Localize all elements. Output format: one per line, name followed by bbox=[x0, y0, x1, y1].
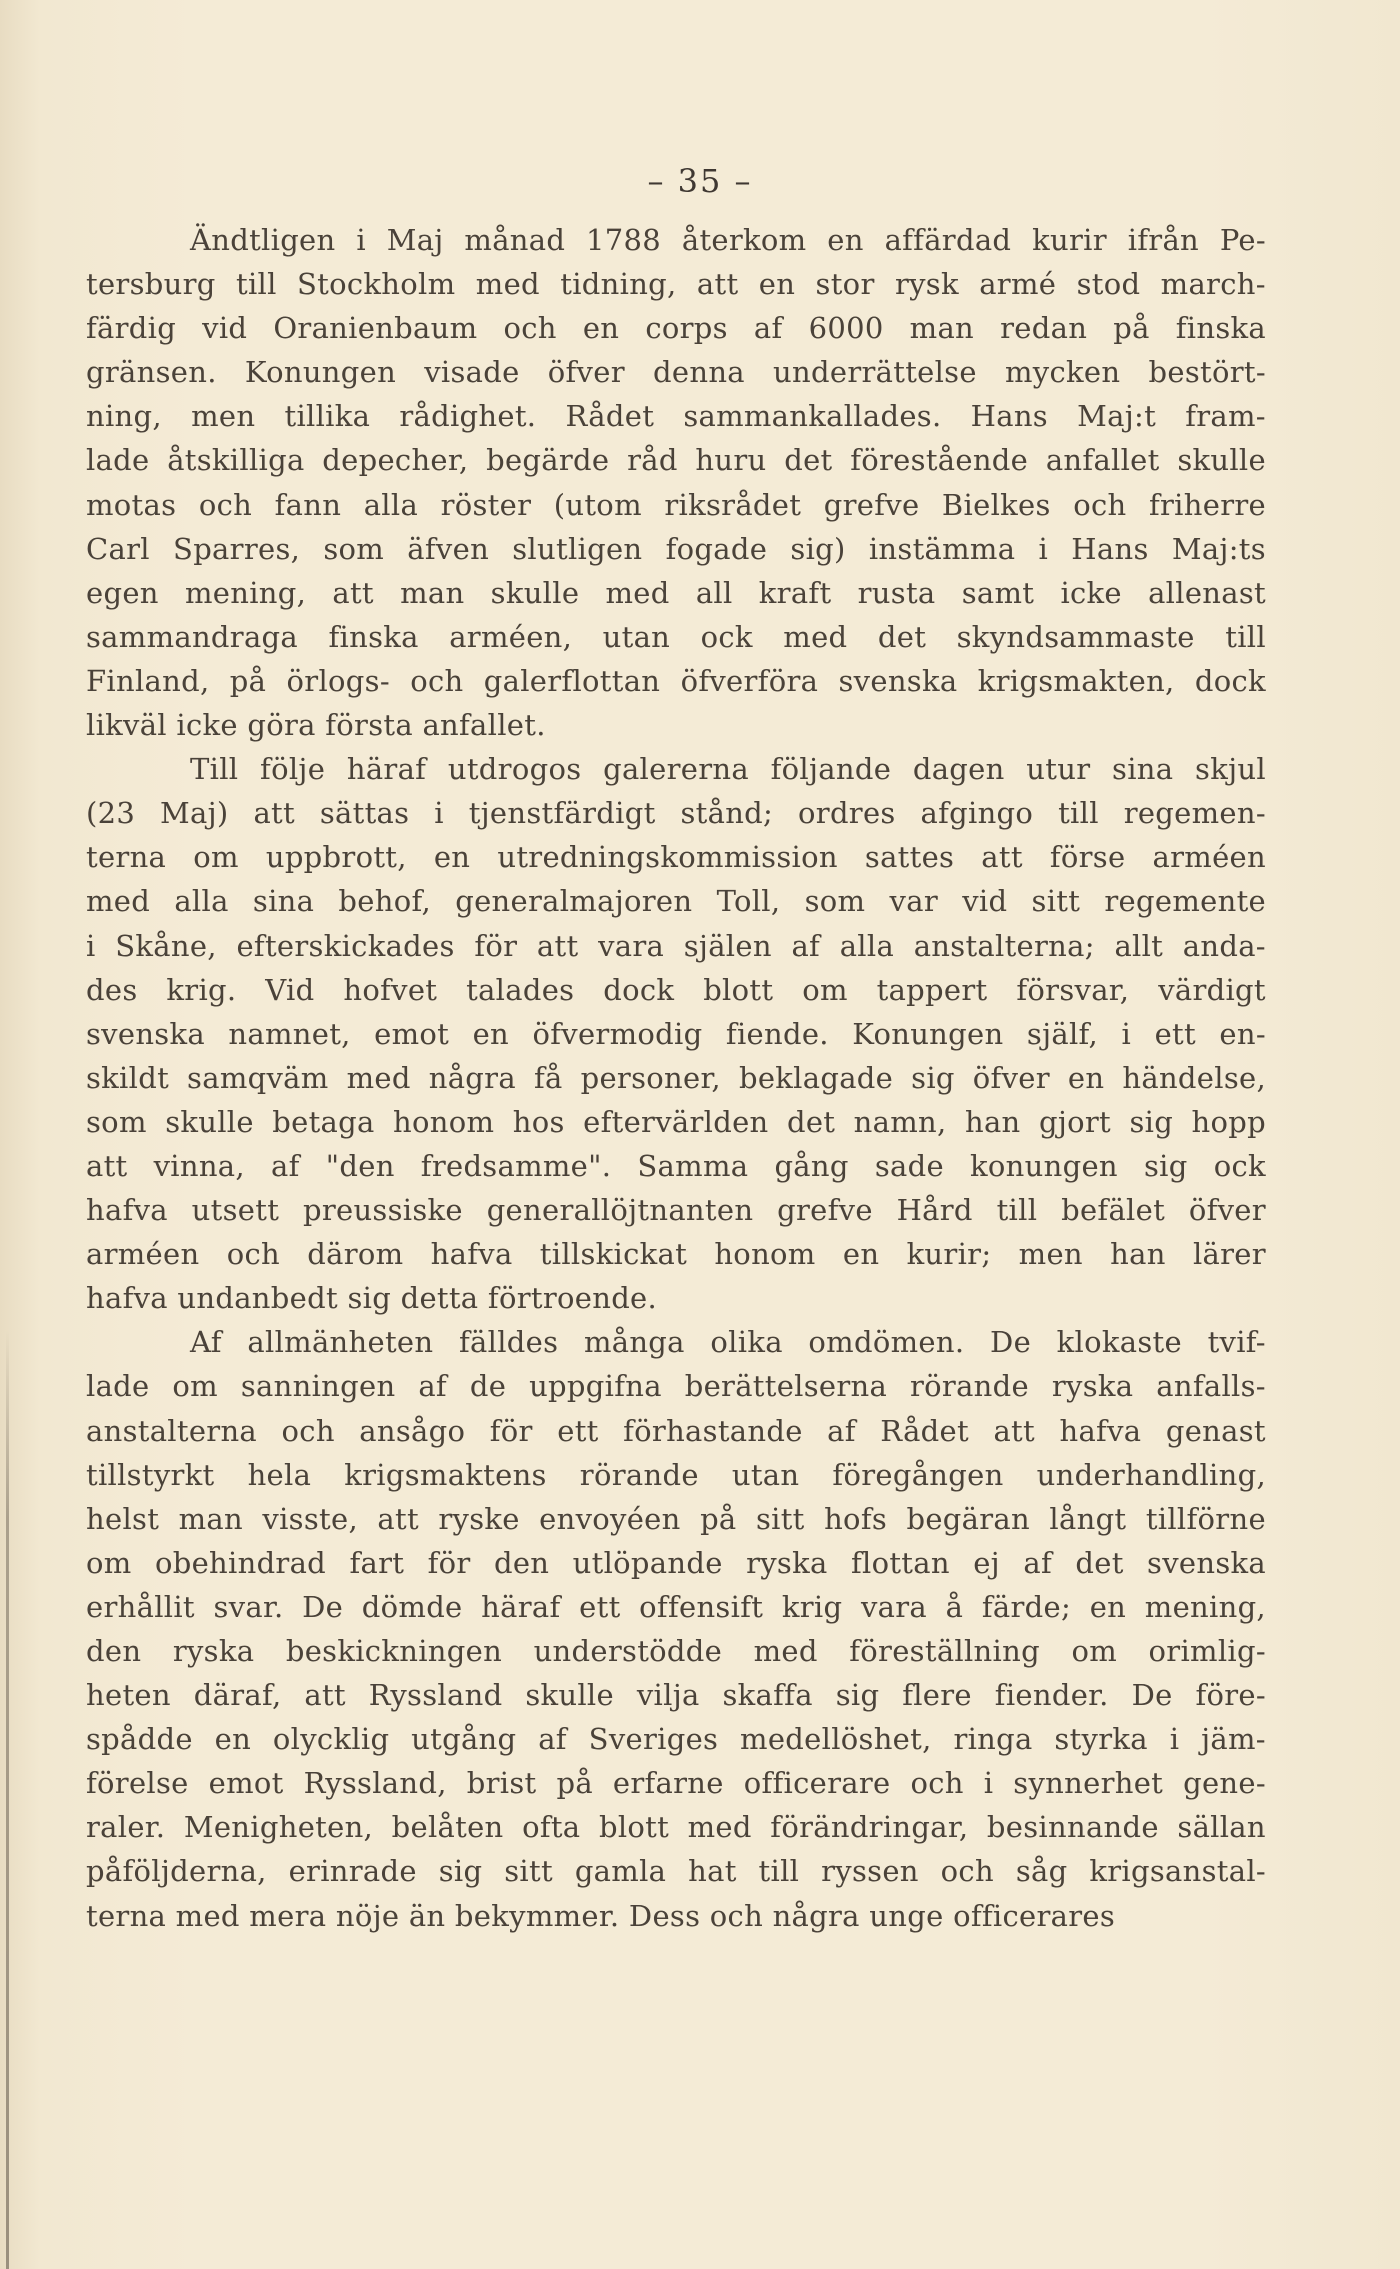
text-line: svenska namnet, emot en öfvermodig fiende. Konungen själf, i ett en- bbox=[86, 1016, 1266, 1051]
text-line: Carl Sparres, som äfven slutligen fogade sig) instämma i Hans Maj:ts bbox=[86, 531, 1266, 566]
text-line: terna om uppbrott, en utredningskommission sattes att förse arméen bbox=[86, 840, 1266, 875]
text-line: Finland, på örlogs- och galerflottan öfverföra svenska krigsmakten, dock bbox=[86, 663, 1266, 698]
text-line: lade om sanningen af de uppgifna berättelserna rörande ryska anfalls- bbox=[86, 1369, 1266, 1404]
text-line: Till följe häraf utdrogos galererna följande dagen utur sina skjul bbox=[190, 752, 1266, 787]
paragraph bbox=[86, 747, 1266, 1320]
text-line: raler. Menigheten, belåten ofta blott med förändringar, besinnande sällan bbox=[86, 1810, 1266, 1845]
text-line: i Skåne, efterskickades för att vara själen af alla anstalterna; allt anda- bbox=[86, 928, 1266, 963]
paragraph bbox=[86, 218, 1266, 747]
paragraph bbox=[86, 1320, 1266, 1937]
body-text bbox=[86, 218, 1266, 1938]
text-line: terna med mera nöje än bekymmer. Dess och några unge officerares bbox=[86, 1898, 1116, 1933]
text-line: att vinna, af "den fredsamme". Samma gång sade konungen sig ock bbox=[86, 1148, 1266, 1183]
text-line: gränsen. Konungen visade öfver denna underrättelse mycken bestört- bbox=[86, 355, 1266, 390]
text-line: den ryska beskickningen understödde med föreställning om orimlig- bbox=[86, 1634, 1266, 1668]
text-line: påföljderna, erinrade sig sitt gamla hat till ryssen och såg krigsanstal- bbox=[86, 1854, 1266, 1889]
text-line: anstalterna och ansågo för ett förhastande af Rådet att hafva genast bbox=[86, 1413, 1266, 1448]
text-line: heten däraf, att Ryssland skulle vilja skaffa sig flere fiender. De före- bbox=[86, 1678, 1266, 1713]
text-line: lade åtskilliga depecher, begärde råd huru det förestående anfallet skulle bbox=[86, 443, 1266, 478]
text-line: (23 Maj) att sättas i tjenstfärdigt stånd; ordres afgingo till regemen- bbox=[86, 796, 1266, 831]
text-line: egen mening, att man skulle med all kraft rusta samt icke allenast bbox=[86, 575, 1266, 610]
text-line: som skulle betaga honom hos eftervärlden det namn, han gjort sig hopp bbox=[86, 1104, 1266, 1139]
text-line: tersburg till Stockholm med tidning, att en stor rysk armé stod march- bbox=[86, 267, 1266, 302]
text-line: arméen och därom hafva tillskickat honom en kurir; men han lärer bbox=[86, 1237, 1266, 1272]
text-line: skildt samqväm med några få personer, beklagade sig öfver en händelse, bbox=[86, 1060, 1266, 1095]
text-line: motas och fann alla röster (utom riksrådet grefve Bielkes och friherre bbox=[86, 487, 1266, 522]
text-line: likväl icke göra första anfallet. bbox=[86, 708, 546, 743]
text-line: Af allmänheten fälldes många olika omdömen. De klokaste tvif- bbox=[190, 1325, 1266, 1360]
text-line: sammandraga finska arméen, utan ock med det skyndsammaste till bbox=[86, 619, 1266, 654]
text-line: förelse emot Ryssland, brist på erfarne officerare och i synnerhet gene- bbox=[86, 1766, 1266, 1801]
text-line: hafva undanbedt sig detta förtroende. bbox=[86, 1281, 658, 1316]
text-line: tillstyrkt hela krigsmaktens rörande utan föregången underhandling, bbox=[86, 1457, 1266, 1492]
page-number: – 35 – bbox=[647, 162, 753, 200]
text-line: helst man visste, att ryske envoyéen på sitt hofs begäran långt tillförne bbox=[86, 1501, 1266, 1536]
text-line: hafva utsett preussiske generallöjtnanten grefve Hård till befälet öfver bbox=[86, 1193, 1266, 1228]
text-line: des krig. Vid hofvet talades dock blott om tappert försvar, värdigt bbox=[86, 972, 1266, 1007]
text-line: med alla sina behof, generalmajoren Toll, som var vid sitt regemente bbox=[86, 884, 1266, 919]
text-line: erhållit svar. De dömde häraf ett offensift krig vara å färde; en mening, bbox=[86, 1589, 1266, 1624]
text-line: färdig vid Oranienbaum och en corps af 6000 man redan på finska bbox=[86, 311, 1266, 346]
text-line: om obehindrad fart för den utlöpande ryska flottan ej af det svenska bbox=[86, 1545, 1266, 1580]
binding-edge-shadow bbox=[6, 1330, 9, 2269]
text-line: ning, men tillika rådighet. Rådet sammankallades. Hans Maj:t fram- bbox=[86, 399, 1266, 434]
text-line: Ändtligen i Maj månad 1788 återkom en affärdad kurir ifrån Pe- bbox=[190, 223, 1266, 257]
text-line: spådde en olycklig utgång af Sveriges medellöshet, ringa styrka i jäm- bbox=[86, 1722, 1266, 1757]
